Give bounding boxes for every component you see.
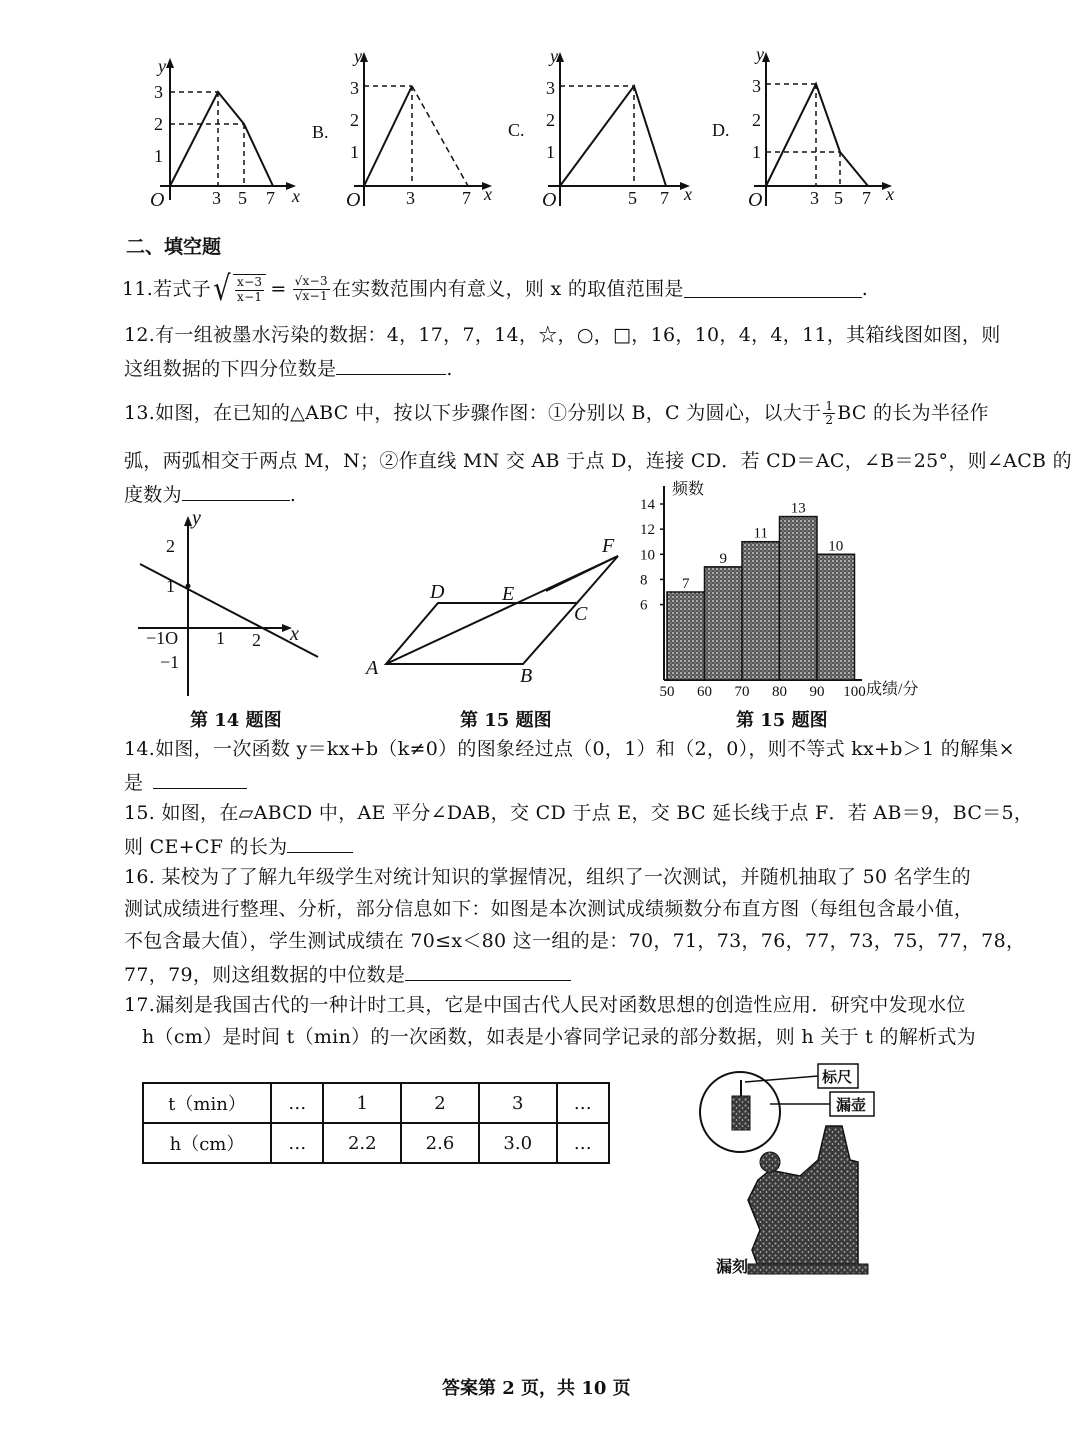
question-16-line1: 16. 某校为了了解九年级学生对统计知识的掌握情况，组织了一次测试，并随机抽取了 50 名学生的 [124,866,971,888]
graph-d [748,44,894,211]
svg-text:O: O [542,189,557,211]
option-d-label: D. [712,120,730,140]
svg-text:C: C [574,603,588,625]
question-14-line2: 是 [124,772,247,793]
svg-text:2: 2 [350,110,359,130]
question-13-line3: 度数为 . [124,484,297,506]
data-table [142,1082,610,1164]
bar-data-label: 11 [753,525,768,542]
x-tick-label: 90 [809,684,825,698]
section-heading: 二、填空题 [126,236,222,258]
bar-data-label: 10 [828,538,844,555]
figure-14-caption: 第 14 题图 [190,710,282,731]
svg-text:B: B [520,665,533,687]
figure-16-caption: 第 15 题图 [736,710,828,731]
svg-text:3: 3 [350,78,359,98]
q13-half-fraction: $\frac{1}{2}$ [825,399,834,428]
y-tick-label: 14 [640,497,655,513]
svg-text:2: 2 [752,110,761,130]
svg-text:y: y [354,46,362,66]
question-12-line2: 这组数据的下四分位数是 . [124,358,453,380]
svg-text:2: 2 [166,536,175,556]
q11-suffix: 在实数范围内有意义，则 x 的取值范围是 [331,277,684,300]
answer-blank-11[interactable] [684,281,862,298]
histogram-x-title: 成绩/分 [866,681,919,698]
svg-text:7: 7 [266,188,275,208]
question-11: 11.若式子 √ $\frac{x-3}{x-1}$ = $\frac{√x-3}{√x-1}$ 在实数范围内有意义，则 x 的取值范围是 . [122,269,869,309]
graph-a-y-label: y [158,56,166,76]
question-16-line2: 测试成绩进行整理、分析，部分信息如下：如图是本次测试成绩频数分布直方图（每组包含最小值， [124,898,974,920]
svg-text:1: 1 [166,576,175,596]
answer-blank-12[interactable] [336,358,446,375]
option-c-label: C. [508,120,525,140]
figure-15 [360,530,630,690]
answer-blank-14[interactable] [153,772,247,789]
svg-text:7: 7 [660,188,669,208]
svg-text:3: 3 [212,188,221,208]
clepsydra-illustration [690,1056,910,1286]
svg-text:O: O [150,189,165,211]
page-footer: 答案第 2 页，共 10 页 [442,1378,631,1399]
svg-text:y: y [756,44,764,64]
svg-text:O: O [346,189,361,211]
svg-text:2: 2 [546,110,555,130]
q11-fraction-right: $\frac{√x-3}{√x-1}$ [294,274,328,303]
label-pot: 漏壶 [836,1098,867,1114]
answer-blank-15[interactable] [287,836,353,853]
svg-text:y: y [192,508,201,529]
svg-text:1: 1 [546,142,555,162]
graph-c [542,46,692,211]
svg-text:1: 1 [752,142,761,162]
figure-15-caption: 第 15 题图 [460,710,552,731]
svg-text:x: x [290,623,299,645]
table-row: t（min） … 1 2 3 … [143,1083,609,1123]
option-b-label: B. [312,122,329,142]
svg-text:2: 2 [252,630,261,650]
x-tick-label: 100 [843,684,866,698]
bar-data-label: 7 [682,576,690,592]
svg-text:3: 3 [546,78,555,98]
svg-text:F: F [602,535,615,557]
svg-text:E: E [502,583,515,605]
answer-blank-13[interactable] [182,484,290,501]
x-tick-label: 60 [697,684,712,698]
question-16-line4: 77，79，则这组数据的中位数是 [124,964,571,985]
svg-text:5: 5 [238,188,247,208]
question-16-line3: 不包含最大值），学生测试成绩在 70≤x＜80 这一组的是：70，71，73，76，77，73，75，77，78， [124,930,1026,952]
x-tick-label: 50 [659,684,675,698]
question-13-line2: 弧，两弧相交于两点 M，N；②作直线 MN 交 AB 于点 D，连接 CD．若 CD＝AC，∠B＝25°，则∠ACB 的 [124,450,1072,472]
question-13-line1: 13.如图，在已知的△ABC 中，按以下步骤作图：①分别以 B，C 为圆心，以大于 $\frac{1}{2}$ BC 的长为半径作 [124,399,989,428]
svg-text:3: 3 [810,188,819,208]
label-ruler: 标尺 [822,1070,853,1086]
graph-a [150,56,300,211]
svg-text:5: 5 [628,188,637,208]
bar-data-label: 13 [790,500,806,517]
svg-text:y: y [550,46,558,66]
svg-text:3: 3 [154,82,163,102]
option-graphs [0,0,1080,220]
svg-text:2: 2 [154,114,163,134]
answer-blank-16[interactable] [405,964,571,981]
graph-b [346,46,492,211]
svg-text:−1O: −1O [146,628,179,648]
q11-radical-left: √ $\frac{x-3}{x-1}$ [211,272,266,306]
question-15-line2: 则 CE+CF 的长为 [124,836,353,857]
svg-text:−1: −1 [160,652,180,672]
question-17-line2: h（cm）是时间 t（min）的一次函数，如表是小睿同学记录的部分数据，则 h 关于 t 的解析式为 [142,1026,976,1048]
svg-text:1: 1 [154,146,163,166]
question-14-line1: 14.如图，一次函数 y＝kx+b（k≠0）的图象经过点（0，1）和（2，0），则不等式 kx+b＞1 的解集× [124,738,1015,760]
question-12-line1: 12.有一组被墨水污染的数据：4，17，7，14，☆，○，□，16，10，4，4，11，其箱线图如图，则 [124,324,1001,346]
histogram-chart [630,478,940,698]
x-tick-label: 80 [772,684,787,698]
x-tick-label: 70 [734,684,750,698]
bar-data-label: 9 [719,550,727,567]
y-tick-label: 6 [640,597,648,614]
y-tick-label: 10 [640,547,655,564]
svg-text:O: O [748,189,763,211]
svg-text:x: x [886,184,894,204]
histogram-y-title: 频数 [672,481,705,498]
histogram-bar [705,567,743,680]
table-row: h（cm） … 2.2 2.6 3.0 … [143,1123,609,1163]
label-clepsydra: 漏刻 [716,1259,749,1276]
svg-text:3: 3 [406,188,415,208]
histogram-bar [780,517,818,680]
figure-14 [128,508,328,704]
question-17-line1: 17.漏刻是我国古代的一种计时工具，它是中国古代人民对函数思想的创造性应用．研究中发现水位 [124,994,966,1016]
svg-text:x: x [292,186,300,206]
svg-text:1: 1 [350,142,359,162]
svg-text:D: D [430,581,445,603]
svg-text:7: 7 [862,188,871,208]
histogram-bar [817,554,855,680]
histogram-bar [742,542,780,680]
svg-text:1: 1 [216,628,225,648]
question-15-line1: 15. 如图，在▱ABCD 中，AE 平分∠DAB，交 CD 于点 E，交 BC 延长线于点 F．若 AB＝9，BC＝5， [124,802,1034,824]
svg-text:A: A [366,657,379,679]
svg-text:x: x [484,184,492,204]
y-tick-label: 12 [640,522,655,539]
svg-text:3: 3 [752,76,761,96]
q11-prefix: 11.若式子 [122,277,212,300]
svg-text:x: x [684,184,692,204]
y-tick-label: 8 [640,572,648,589]
svg-text:7: 7 [462,188,471,208]
svg-text:5: 5 [834,188,843,208]
histogram-bar [667,592,705,680]
